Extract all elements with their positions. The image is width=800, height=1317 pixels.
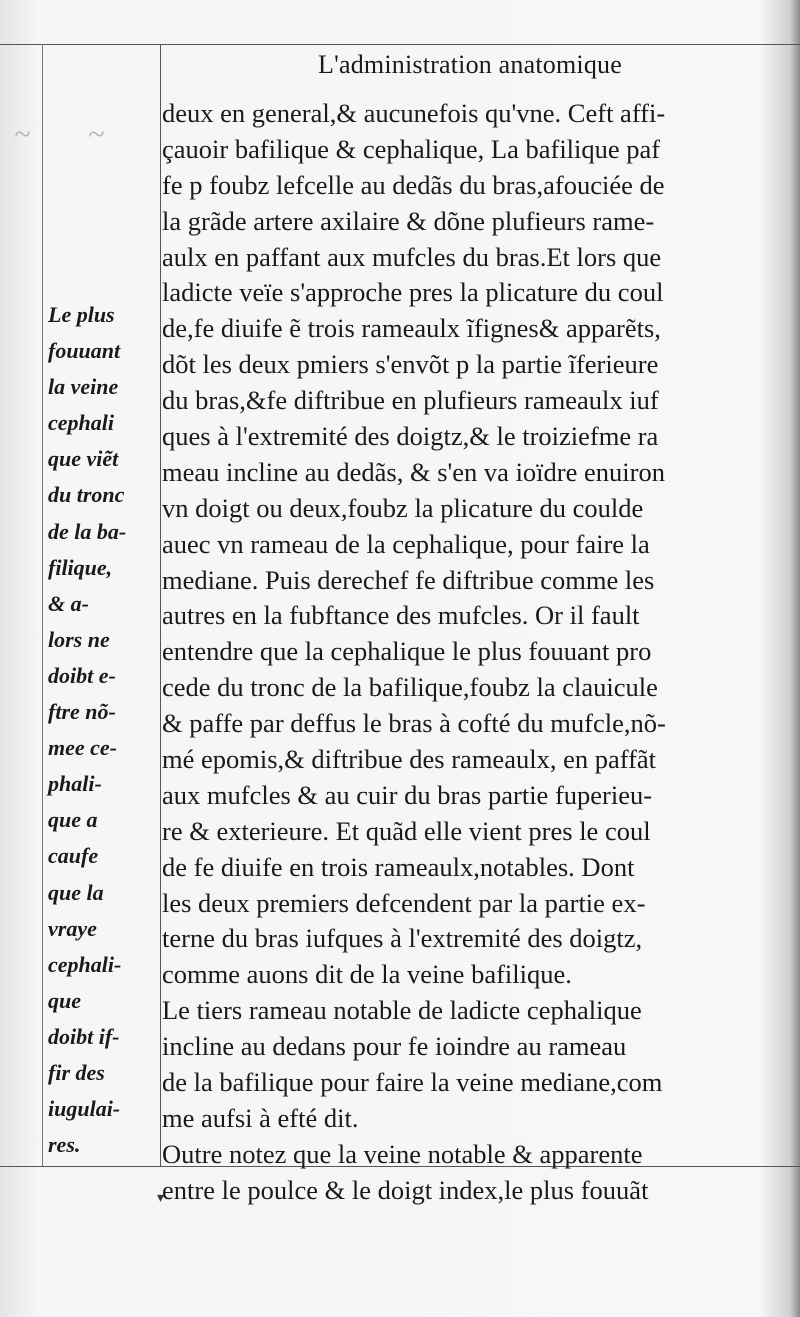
body-line: du bras,&fe diftribue en plufieurs rameaulx iuf bbox=[162, 385, 659, 416]
body-line: deux en general,& aucunefois qu'vne. Ceft affi- bbox=[162, 98, 666, 128]
body-line: vn doigt ou deux,foubz la plicature du coulde bbox=[162, 492, 644, 523]
marginal-note-line: que la bbox=[48, 879, 104, 905]
body-line: comme auons dit de la veine bafilique. bbox=[162, 959, 572, 990]
body-line: cede du tronc de la bafilique,foubz la clauicule bbox=[162, 672, 658, 703]
body-line: meau incline au dedãs, & s'en va ioïdre enuiron bbox=[162, 456, 665, 487]
marginal-note-line: la veine bbox=[48, 374, 119, 400]
marginal-note-line: Le plus bbox=[48, 302, 115, 327]
body-line: aulx en paffant aux mufcles du bras.Et lors que bbox=[162, 241, 662, 272]
body-line: autres en la fubftance des mufcles. Or il fault bbox=[162, 600, 640, 631]
marginal-note-line: phali- bbox=[48, 771, 102, 797]
body-line: Le tiers rameau notable de ladicte cephalique bbox=[162, 995, 642, 1026]
marginal-note-line: fir des bbox=[48, 1059, 105, 1085]
marginal-note-line: fouuant bbox=[48, 338, 121, 364]
marginal-note-line: doibt if- bbox=[48, 1023, 120, 1049]
body-line: aux mufcles & au cuir du bras partie fuperieu- bbox=[162, 779, 653, 810]
body-line: fe p foubz lefcelle au dedãs du bras,afouciée de bbox=[162, 169, 665, 200]
body-line: de la bafilique pour faire la veine mediane,com bbox=[162, 1067, 663, 1098]
marginal-note-line: mee ce- bbox=[48, 735, 117, 761]
top-rule bbox=[0, 44, 800, 45]
body-line: ques à l'extremité des doigtz,& le troiziefme ra bbox=[162, 421, 659, 452]
sidenote-margin-rule bbox=[160, 44, 161, 1166]
marginal-note-line: que viẽt bbox=[48, 446, 119, 472]
body-line: incline au dedans pour fe ioindre au rameau bbox=[162, 1031, 627, 1062]
marginal-note-line: vraye bbox=[48, 915, 97, 941]
marginal-note-line: caufe bbox=[48, 843, 99, 869]
body-line: re & exterieure. Et quãd elle vient pres le coul bbox=[162, 815, 651, 846]
bleed-through-mark: ~ bbox=[14, 118, 31, 151]
marginal-note-line: que a bbox=[48, 807, 98, 833]
body-line: de fe diuife en trois rameaulx,notables. Dont bbox=[162, 851, 635, 882]
body-line: dõt les deux pmiers s'envõt p la partie ĩferieure bbox=[162, 349, 659, 380]
marginal-note-line: du tronc bbox=[48, 482, 125, 508]
marginal-note-line: doibt e- bbox=[48, 662, 116, 688]
body-line: & paffe par deffus le bras à cofté du mufcle,nõ- bbox=[162, 708, 666, 739]
body-line: mediane. Puis derechef fe diftribue comme les bbox=[162, 564, 655, 595]
body-line: mé epomis,& diftribue des rameaulx, en paffãt bbox=[162, 744, 657, 775]
running-head: L'administration anatomique bbox=[318, 50, 622, 79]
body-line: entendre que la cephalique le plus fouuant pro bbox=[162, 636, 652, 667]
marginal-note-line: que bbox=[48, 987, 81, 1013]
marginal-note-line: res. bbox=[48, 1132, 81, 1158]
body-line: de,fe diuife ẽ trois rameaulx ĩfignes& apparẽts, bbox=[162, 313, 661, 344]
printer-mark: ▾ bbox=[157, 1191, 165, 1206]
body-line: la grãde artere axilaire & dõne plufieurs rame- bbox=[162, 205, 655, 236]
body-line: çauoir bafilique & cephalique, La bafilique paf bbox=[162, 133, 661, 164]
marginal-note-line: cephali- bbox=[48, 951, 122, 977]
bleed-through-mark: ~ bbox=[88, 118, 105, 151]
body-line: terne du bras iufques à l'extremité des doigtz, bbox=[162, 923, 643, 954]
body-line: ladicte veïe s'approche pres la plicature du coul bbox=[162, 277, 664, 308]
body-line: entre le poulce & le doigt index,le plus fouuãt bbox=[162, 1174, 649, 1205]
marginal-note-line: de la ba- bbox=[48, 518, 127, 544]
body-line: me aufsi à efté dit. bbox=[162, 1102, 359, 1133]
marginal-note-line: & a- bbox=[48, 590, 89, 616]
body-line: Outre notez que la veine notable & apparente bbox=[162, 1138, 643, 1169]
marginal-note-line: filique, bbox=[48, 554, 113, 580]
marginal-note bbox=[48, 297, 158, 1163]
outer-margin-rule bbox=[42, 44, 43, 1166]
marginal-note-line: lors ne bbox=[48, 626, 110, 652]
marginal-note-line: cephali bbox=[48, 410, 114, 436]
marginal-note-line: ftre nõ- bbox=[48, 699, 116, 725]
body-text bbox=[162, 96, 762, 1209]
body-line: les deux premiers defcendent par la partie ex- bbox=[162, 887, 646, 918]
body-line: auec vn rameau de la cephalique, pour faire la bbox=[162, 528, 650, 559]
marginal-note-line: iugulai- bbox=[48, 1096, 121, 1122]
